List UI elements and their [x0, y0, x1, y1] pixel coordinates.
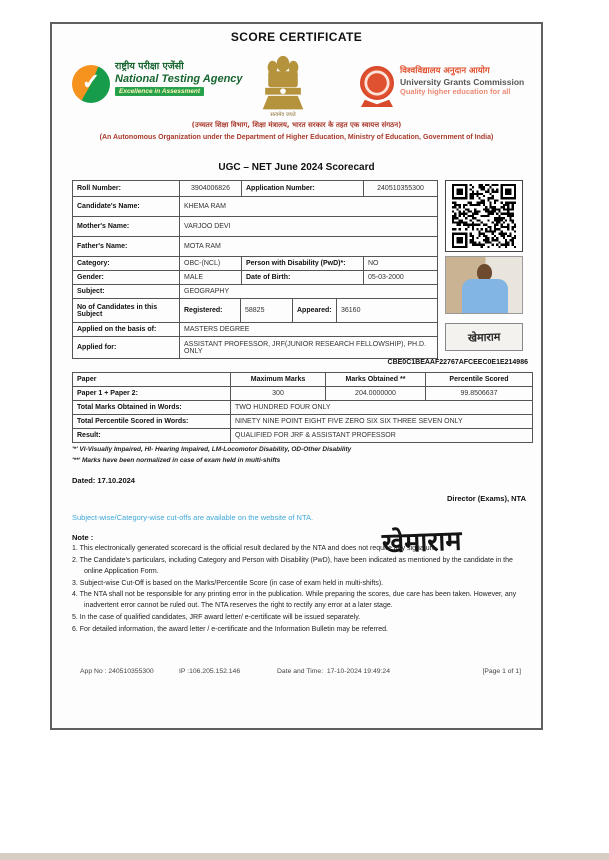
gender-label: Gender:: [73, 271, 180, 285]
org-line-english: (An Autonomous Organization under the Department of Higher Education, Ministry of Education, Government of India): [99, 134, 494, 141]
notes-heading: Note :: [72, 533, 94, 542]
note-item: 1. This electronically generated scorecard is the official result declared by the NTA and does not require any signature.: [72, 545, 438, 552]
table-row: [73, 323, 438, 337]
gender-value: MALE: [180, 271, 242, 285]
ugc-book-icon: [361, 99, 393, 107]
ugc-logo: [360, 66, 524, 110]
bottom-scrollbar[interactable]: [0, 853, 609, 860]
table-row: [73, 181, 438, 197]
dob-label: Date of Birth:: [242, 271, 364, 285]
ugc-hindi-name: विश्वविद्यालय अनुदान आयोग: [400, 66, 490, 76]
father-name-label: Father's Name:: [73, 237, 180, 257]
table-row: [73, 415, 533, 429]
dob-value: 05-03-2000: [364, 271, 438, 285]
registered-value: 58825: [241, 299, 293, 323]
ugc-english-name: University Grants Commission: [400, 76, 525, 87]
table-row: [73, 197, 438, 217]
marks-header-paper: Paper: [73, 373, 231, 387]
total-percentile-words-value: NINETY NINE POINT EIGHT FIVE ZERO SIX SIX THREE SEVEN ONLY: [231, 415, 533, 429]
dated-line: Dated: 17.10.2024: [72, 476, 135, 485]
result-value: QUALIFIED FOR JRF & ASSISTANT PROFESSOR: [231, 429, 533, 443]
registered-label: Registered:: [180, 299, 241, 323]
roll-number-value: 3904006826: [180, 181, 242, 197]
percentile-value: 99.8506637: [426, 387, 533, 401]
subject-value: GEOGRAPHY: [180, 285, 438, 299]
applied-basis-label: Applied on the basis of:: [73, 323, 180, 337]
footer-page-number: [Page 1 of 1]: [482, 668, 521, 675]
table-row: [73, 373, 533, 387]
candidate-signature: खेमाराम: [467, 329, 501, 345]
roll-number-label: Roll Number:: [73, 181, 180, 197]
table-row: [73, 257, 438, 271]
category-value: OBC-(NCL): [180, 257, 242, 271]
table-row: [73, 237, 438, 257]
candidate-info-table: [72, 180, 438, 359]
applied-for-label: Applied for:: [73, 337, 180, 359]
candidate-photo: [445, 256, 523, 314]
footer-ip: IP :106.205.152.146: [179, 668, 241, 675]
applied-basis-value: MASTERS DEGREE: [180, 323, 438, 337]
director-line: Director (Exams), NTA: [446, 494, 526, 503]
nta-tagline: Excellence in Assessment: [115, 87, 204, 96]
paper-row-label: Paper 1 + Paper 2:: [73, 387, 231, 401]
table-row: [73, 429, 533, 443]
svg-text:सत्यमेव जयते: सत्यमेव जयते: [270, 112, 296, 118]
result-label: Result:: [73, 429, 231, 443]
scorecard-title: UGC – NET June 2024 Scorecard: [218, 162, 375, 173]
mother-name-label: Mother's Name:: [73, 217, 180, 237]
table-row: [73, 299, 438, 323]
category-label: Category:: [73, 257, 180, 271]
table-row: [73, 387, 533, 401]
father-name-value: MOTA RAM: [180, 237, 438, 257]
note-item: 2. The Candidate's particulars, including Category and Person with Disability (PwD), have been indicated as mentioned by the candidate in the online Application Form.: [72, 556, 513, 575]
applied-for-value: ASSISTANT PROFESSOR, JRF(JUNIOR RESEARCH FELLOWSHIP), PH.D. ONLY: [180, 337, 438, 359]
total-marks-words-value: TWO HUNDRED FOUR ONLY: [231, 401, 533, 415]
note-item: 3. Subject-wise Cut-Off is based on the Marks/Percentile Score (in case of exam held in multi-shifts).: [72, 579, 384, 587]
table-row: [73, 337, 438, 359]
table-row: [73, 401, 533, 415]
appeared-value: 36160: [337, 299, 438, 323]
footnote-normalized: '**' Marks have been normalized in case of exam held in multi-shifts: [72, 457, 281, 464]
candidate-signature-box: [445, 323, 523, 351]
application-number-value: 240510355300: [364, 181, 438, 197]
maximum-marks-value: 300: [231, 387, 326, 401]
total-marks-words-label: Total Marks Obtained in Words:: [73, 401, 231, 415]
pwd-label: Person with Disability (PwD)*:: [242, 257, 364, 271]
cutoff-note: Subject-wise/Category-wise cut-offs are available on the website of NTA.: [72, 513, 314, 522]
table-row: [73, 271, 438, 285]
india-emblem-icon: [256, 54, 310, 118]
footer-datetime: Date and Time: 17-10-2024 19:49:24: [277, 668, 390, 675]
certificate-page: [50, 22, 543, 730]
signature-overlay: खेमाराम: [381, 525, 463, 560]
mother-name-value: VARJOO DEVI: [180, 217, 438, 237]
org-line-hindi: (उच्चतर शिक्षा विभाग, शिक्षा मंत्रालय, भारत सरकार के तहत एक स्वायत्त संगठन): [191, 121, 402, 129]
note-item: 5. In the case of qualified candidates, JRF award letter/ e-certificate will be issued separately.: [72, 614, 361, 622]
nta-logo-icon: [72, 65, 110, 103]
table-row: [73, 217, 438, 237]
footer: [52, 668, 541, 680]
total-percentile-words-label: Total Percentile Scored in Words:: [73, 415, 231, 429]
ugc-logo-icon: [360, 66, 394, 100]
marks-obtained-value: 204.0000000: [326, 387, 426, 401]
candidates-count-label: No of Candidates in this Subject: [73, 299, 180, 323]
note-item: 6. For detailed information, the award letter / e-certificate and the Information Bulletin may be referred.: [72, 625, 388, 633]
nta-english-name: National Testing Agency: [115, 72, 243, 85]
footer-app-no: App No : 240510355300: [80, 668, 154, 675]
appeared-label: Appeared:: [293, 299, 337, 323]
note-item: 4. The NTA shall not be responsible for any printing error in the publication. While preparing the scores, due care has been taken. However, any inadvertent error cannot be ruled out. The NTA reserves the right to rectify any error at a later stage.: [72, 591, 517, 610]
nta-logo: [72, 62, 243, 103]
pwd-value: NO: [364, 257, 438, 271]
subject-label: Subject:: [73, 285, 180, 299]
application-number-label: Application Number:: [242, 181, 364, 197]
page-title: SCORE CERTIFICATE: [230, 30, 363, 44]
ugc-tagline: Quality higher education for all: [400, 87, 511, 97]
marks-header-percentile: Percentile Scored: [426, 373, 533, 387]
marks-header-obtained: Marks Obtained **: [326, 373, 426, 387]
nta-hindi-name: राष्ट्रीय परीक्षा एजेंसी: [115, 61, 184, 72]
verification-hash: CBE0C1BEAAF22767AFCEEC0E1E214986: [387, 359, 528, 366]
candidate-name-value: KHEMA RAM: [180, 197, 438, 217]
marks-header-max: Maximum Marks: [231, 373, 326, 387]
candidate-name-label: Candidate's Name:: [73, 197, 180, 217]
footnote-disability: '*' VI-Visually Impaired, HI- Hearing Impaired, LM-Locomotor Disability, OD-Other Disability: [72, 446, 352, 453]
marks-table: [72, 372, 533, 443]
qr-code: [445, 180, 523, 252]
table-row: [73, 285, 438, 299]
